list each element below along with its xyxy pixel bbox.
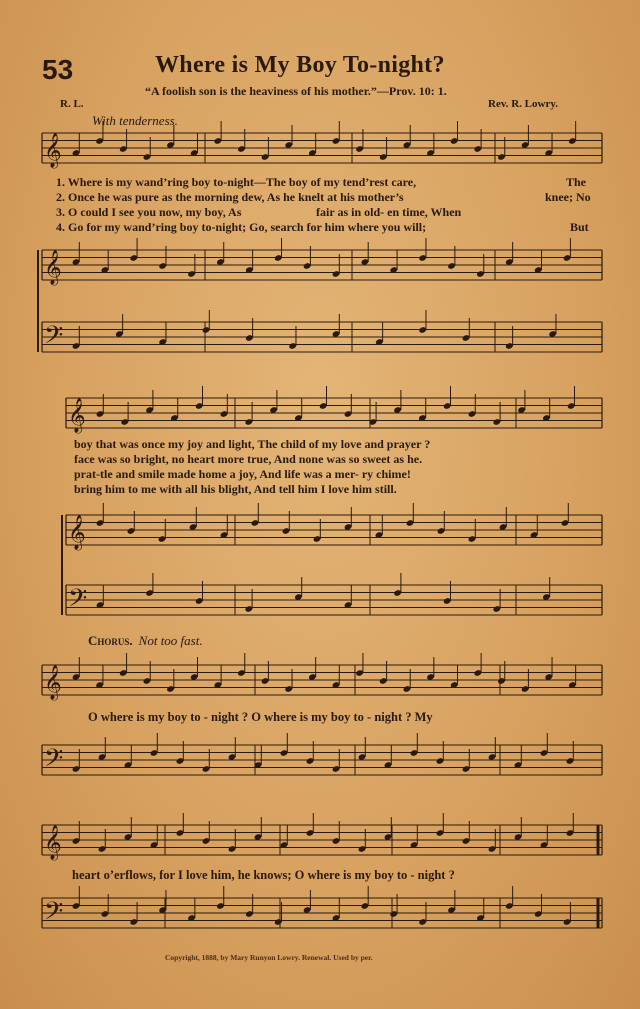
treble-clef: 𝄞 [68, 398, 86, 433]
treble-clef: 𝄞 [44, 825, 62, 860]
treble-clef: 𝄞 [44, 250, 62, 285]
verse-1-tail: The [566, 175, 587, 189]
verse-2-line: 2. Once he was pure as the morning dew, As he knelt at his mother’s [56, 190, 404, 204]
verse-3-tail: fair as in old- en time, When [316, 205, 462, 219]
hymn-title: Where is My Boy To-night? [155, 52, 445, 78]
verse-4-tail: But [570, 220, 589, 234]
chorus-tempo: Not too fast. [138, 633, 203, 648]
bass-clef: 𝄢 [44, 897, 64, 932]
verse-1-line-b: boy that was once my joy and light, The child of my love and prayer ? [74, 437, 431, 451]
treble-clef: 𝄞 [68, 515, 86, 550]
verse-4-line-b: bring him to me with all his blight, And tell him I love him still. [74, 482, 397, 496]
verse-2-line-b: face was so bright, no heart more true, And none was so sweet as he. [74, 452, 423, 466]
verse-3-line-b: prat-tle and smile made home a joy, And life was a mer- ry chime! [74, 467, 411, 481]
chorus-line-1: O where is my boy to - night ? O where is my boy to - night ? My [88, 710, 433, 724]
chorus-line-2: heart o’erflows, for I love him, he knows; O where is my boy to - night ? [72, 868, 455, 882]
chorus-label: Chorus. [88, 633, 133, 648]
tempo-marking: With tenderness. [92, 113, 178, 128]
treble-clef: 𝄞 [44, 133, 62, 168]
hymn-number: 53 [42, 54, 74, 85]
epigraph: “A foolish son is the heaviness of his mother.”—Prov. 10: 1. [145, 84, 447, 98]
bass-clef: 𝄢 [44, 744, 64, 779]
composer: Rev. R. Lowry. [488, 98, 558, 110]
copyright-notice: Copyright, 1888, by Mary Runyon Lowry. Renewal. Used by per. [165, 953, 373, 962]
verse-4-line: 4. Go for my wand’ring boy to-night; Go, search for him where you will; [56, 220, 427, 234]
treble-clef: 𝄞 [44, 665, 62, 700]
bass-clef: 𝄢 [44, 321, 64, 356]
bass-clef: 𝄢 [68, 584, 88, 619]
verse-1-line: 1. Where is my wand’ring boy to-night—The boy of my tend’rest care, [56, 175, 417, 189]
lyricist: R. L. [60, 98, 84, 110]
verse-3-line: 3. O could I see you now, my boy, As [56, 205, 242, 219]
verse-2-tail: knee; No [545, 190, 591, 204]
